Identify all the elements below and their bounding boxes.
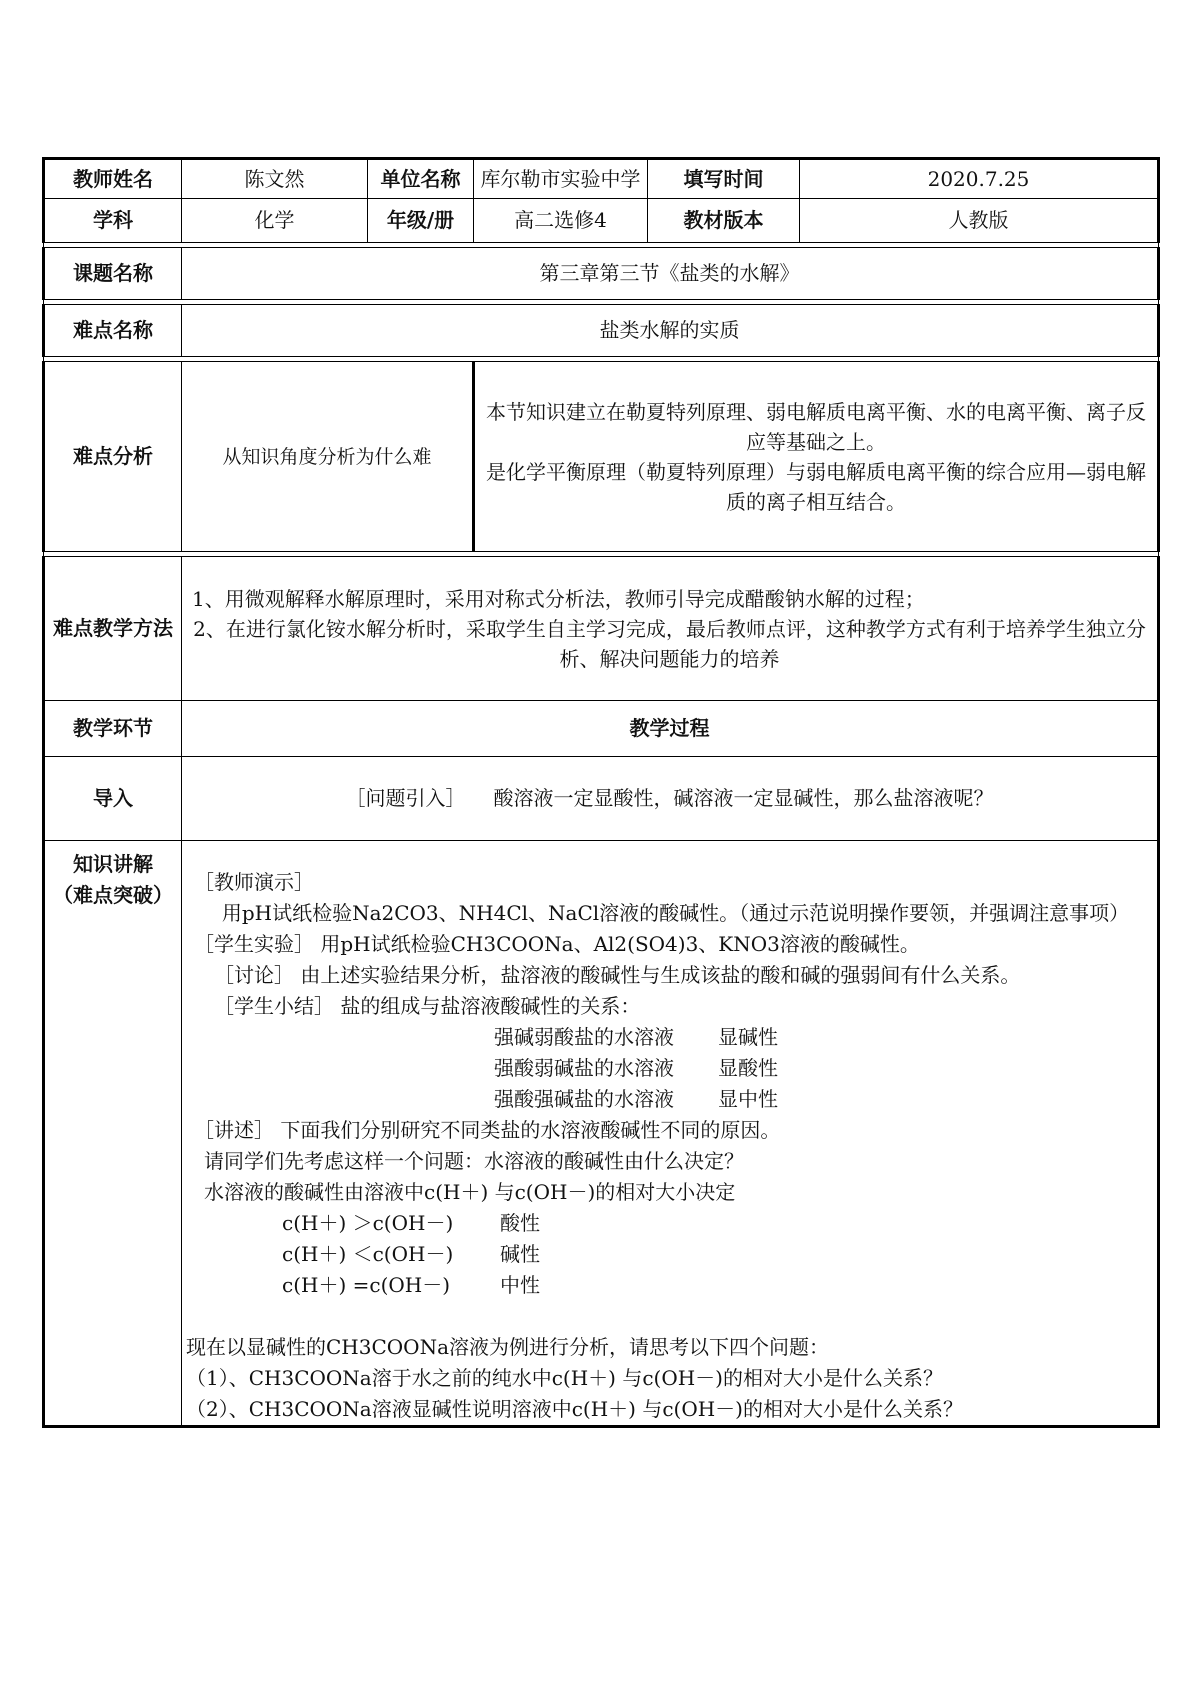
method-line-1: 1、用微观解释水解原理时，采用对称式分析法，教师引导完成醋酸钠水解的过程； [192, 586, 925, 611]
relation-expr: c(H＋) ＞c(OH－) [282, 1211, 454, 1235]
method-row [44, 557, 1159, 701]
intro-tag: ［问题引入］ [345, 786, 466, 810]
method-line-2: 2、在进行氯化铵水解分析时，采取学生自主学习完成，最后教师点评，这种教学方式有利于培养学生独立分析、解决问题能力的培养 [193, 616, 1146, 671]
knowledge-body [182, 841, 1159, 1427]
relation-row-1 [194, 1208, 1157, 1239]
salt-property: 显碱性 [718, 1025, 778, 1049]
method-text [182, 557, 1159, 701]
analysis-text [474, 362, 1159, 552]
relation-expr: c(H＋) ＜c(OH－) [282, 1242, 454, 1266]
process-value: 教学过程 [182, 701, 1159, 757]
question-2: （2）、CH3COONa溶液显碱性说明溶液中c(H＋) 与c(OH－)的相对大小是什么关系？ [186, 1397, 963, 1421]
relation-result: 中性 [500, 1273, 540, 1297]
topic-label: 课题名称 [44, 248, 182, 300]
question-1: （1）、CH3COONa溶于水之前的纯水中c(H＋) 与c(OH－)的相对大小是什么关系？ [186, 1366, 943, 1390]
knowledge-label [44, 841, 182, 1427]
date-value: 2020.7.25 [800, 159, 1159, 199]
intro-content [182, 757, 1159, 841]
topic-row [44, 248, 1159, 300]
difficulty-row [44, 305, 1159, 357]
header-row-1 [44, 159, 1159, 199]
knowledge-label-1: 知识讲解 [73, 852, 153, 876]
question-text: 请同学们先考虑这样一个问题：水溶液的酸碱性由什么决定？ [204, 1149, 744, 1173]
subject-label: 学科 [44, 199, 182, 243]
grade-label: 年级/册 [368, 199, 474, 243]
analysis-label: 难点分析 [44, 362, 182, 552]
analysis-sub-label: 从知识角度分析为什么难 [182, 362, 474, 552]
salt-row-2 [194, 1053, 1157, 1084]
experiment-text: ［学生实验］ 用pH试纸检验CH3COONa、Al2(SO4)3、KNO3溶液的酸碱性。 [194, 932, 920, 956]
intro-label: 导入 [44, 757, 182, 841]
intro-text: 酸溶液一定显酸性，碱溶液一定显碱性，那么盐溶液呢？ [493, 786, 994, 810]
intro-row [44, 757, 1159, 841]
summary-text: ［学生小结］ 盐的组成与盐溶液酸碱性的关系： [214, 994, 641, 1018]
teacher-label: 教师姓名 [44, 159, 182, 199]
salt-property: 显酸性 [718, 1056, 778, 1080]
header-row-2 [44, 199, 1159, 243]
lecture-text: ［讲述］ 下面我们分别研究不同类盐的水溶液酸碱性不同的原因。 [194, 1118, 781, 1142]
relation-result: 碱性 [500, 1242, 540, 1266]
topic-value: 第三章第三节《盐类的水解》 [182, 248, 1159, 300]
difficulty-value: 盐类水解的实质 [182, 305, 1159, 357]
demo-text: 用pH试纸检验Na2CO3、NH4Cl、NaCl溶液的酸碱性。（通过示范说明操作要领，并强调注意事项） [221, 901, 1130, 925]
salt-name: 强碱弱酸盐的水溶液 [494, 1025, 674, 1049]
edition-value: 人教版 [800, 199, 1159, 243]
process-header-row [44, 701, 1159, 757]
edition-label: 教材版本 [648, 199, 800, 243]
analysis-text-1: 本节知识建立在勒夏特列原理、弱电解质电离平衡、水的电离平衡、离子反应等基础之上。 [486, 399, 1146, 454]
salt-name: 强酸强碱盐的水溶液 [494, 1087, 674, 1111]
difficulty-label: 难点名称 [44, 305, 182, 357]
demo-tag: ［教师演示］ [194, 870, 314, 894]
knowledge-row [44, 841, 1159, 1427]
teacher-value: 陈文然 [182, 159, 368, 199]
discuss-text: ［讨论］ 由上述实验结果分析，盐溶液的酸碱性与生成该盐的酸和碱的强弱间有什么关系。 [214, 963, 1021, 987]
relation-result: 酸性 [500, 1211, 540, 1235]
relation-row-2 [194, 1239, 1157, 1270]
analysis-text-2: 是化学平衡原理（勒夏特列原理）与弱电解质电离平衡的综合应用—弱电解质的离子相互结合。 [486, 459, 1146, 514]
subject-value: 化学 [182, 199, 368, 243]
knowledge-label-2: （难点突破） [53, 883, 173, 907]
salt-row-3 [194, 1084, 1157, 1115]
salt-row-1 [194, 1022, 1157, 1053]
salt-name: 强酸弱碱盐的水溶液 [494, 1056, 674, 1080]
salt-property: 显中性 [718, 1087, 778, 1111]
lesson-plan-table [42, 157, 1160, 1428]
analysis-intro: 现在以显碱性的CH3COONa溶液为例进行分析，请思考以下四个问题： [186, 1335, 829, 1359]
unit-label: 单位名称 [368, 159, 474, 199]
date-label: 填写时间 [648, 159, 800, 199]
method-label: 难点教学方法 [44, 557, 182, 701]
unit-value: 库尔勒市实验中学 [474, 159, 648, 199]
grade-value: 高二选修4 [474, 199, 648, 243]
answer-text: 水溶液的酸碱性由溶液中c(H＋) 与c(OH－)的相对大小决定 [204, 1180, 736, 1204]
process-label: 教学环节 [44, 701, 182, 757]
relation-expr: c(H＋) =c(OH－) [282, 1273, 451, 1297]
analysis-row [44, 362, 1159, 552]
relation-row-3 [194, 1270, 1157, 1301]
